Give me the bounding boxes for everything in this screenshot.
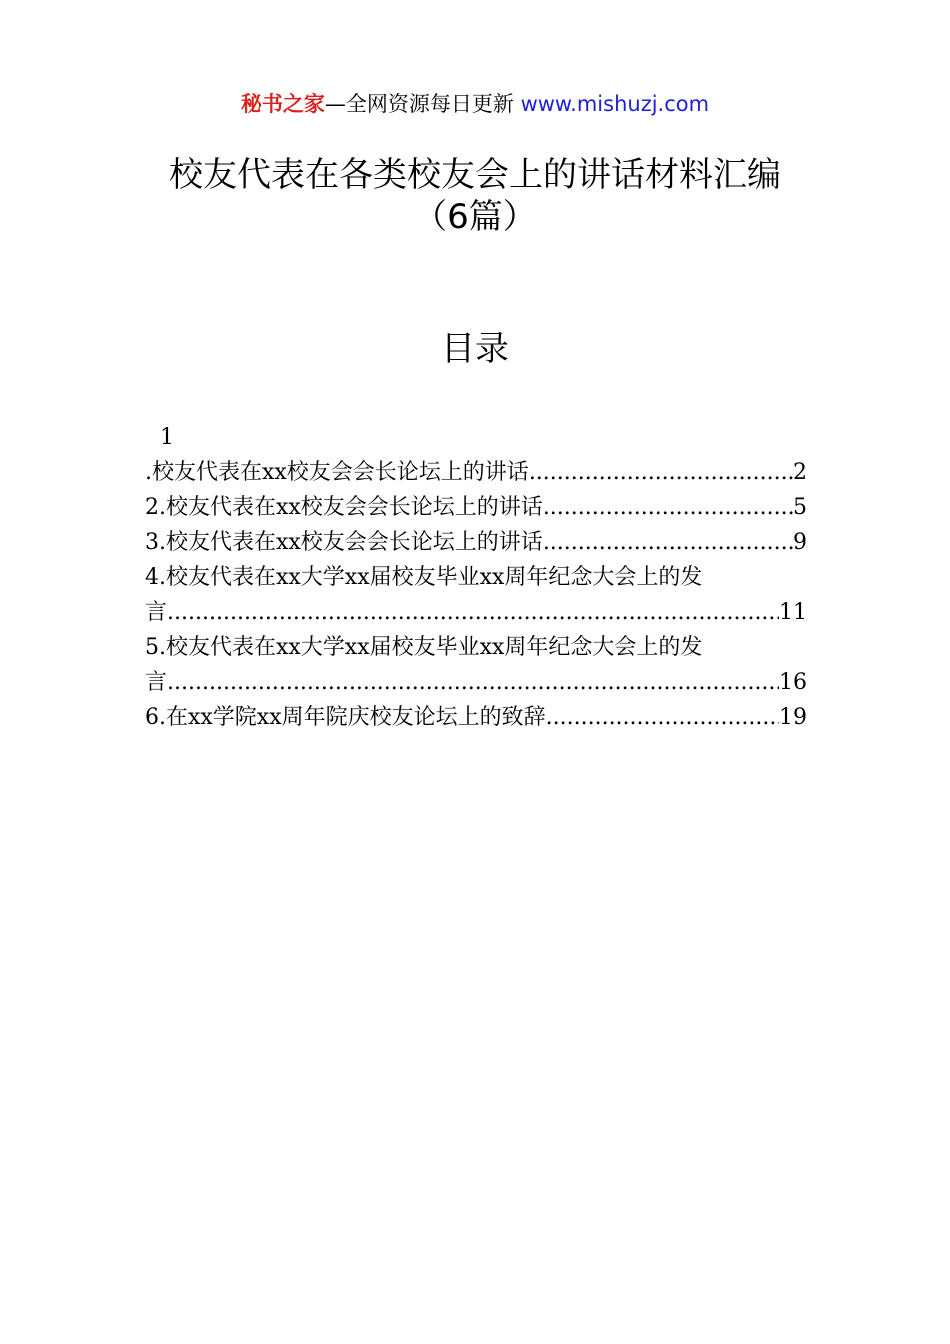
toc-entry-5-line1[interactable]: 5.校友代表在xx大学xx届校友毕业xx周年纪念大会上的发 (145, 635, 703, 660)
toc-entry-3[interactable] (145, 525, 807, 560)
table-of-contents (145, 420, 807, 735)
site-header (0, 88, 950, 120)
toc-leader (543, 490, 793, 525)
toc-entry-2[interactable] (145, 490, 807, 525)
toc-entry-2-label: 2.校友代表在xx校友会会长论坛上的讲话 (145, 495, 543, 520)
toc-entry-3-label: 3.校友代表在xx校友会会长论坛上的讲话 (145, 530, 543, 555)
toc-entry-1-label: .校友代表在xx校友会会长论坛上的讲话 (145, 460, 529, 485)
toc-entry-5[interactable] (145, 665, 807, 700)
toc-leader (543, 525, 793, 560)
toc-entry-6-label: 6.在xx学院xx周年院庆校友论坛上的致辞 (145, 705, 546, 730)
document-title: 校友代表在各类校友会上的讲话材料汇编 (169, 155, 781, 195)
toc-entry-4-page: 11 (779, 600, 807, 625)
toc-entry-4-label: 言 (145, 600, 168, 625)
toc-entry-5-label: 言 (145, 670, 168, 695)
toc-heading: 目录 (441, 329, 509, 369)
toc-entry-1-page: 2 (793, 460, 807, 485)
site-url-link[interactable]: www.mishuzj.com (520, 92, 710, 116)
site-brand: 秘书之家 (240, 92, 325, 116)
toc-entry-5-page: 16 (779, 670, 807, 695)
toc-leader (546, 700, 779, 735)
site-tagline: —全网资源每日更新 (324, 92, 514, 116)
document-subtitle: （6篇） (413, 197, 537, 237)
toc-leader (167, 595, 779, 630)
toc-entry-2-page: 5 (793, 495, 807, 520)
toc-entry-6-page: 19 (779, 705, 807, 730)
toc-entry-1[interactable] (145, 455, 807, 490)
toc-entry-4-line1[interactable]: 4.校友代表在xx大学xx届校友毕业xx周年纪念大会上的发 (145, 565, 703, 590)
toc-entry-1-number: 1 (160, 425, 174, 450)
toc-entry-6[interactable] (145, 700, 807, 735)
toc-leader (529, 455, 793, 490)
toc-leader (167, 665, 779, 700)
toc-entry-3-page: 9 (793, 530, 807, 555)
toc-entry-4[interactable] (145, 595, 807, 630)
